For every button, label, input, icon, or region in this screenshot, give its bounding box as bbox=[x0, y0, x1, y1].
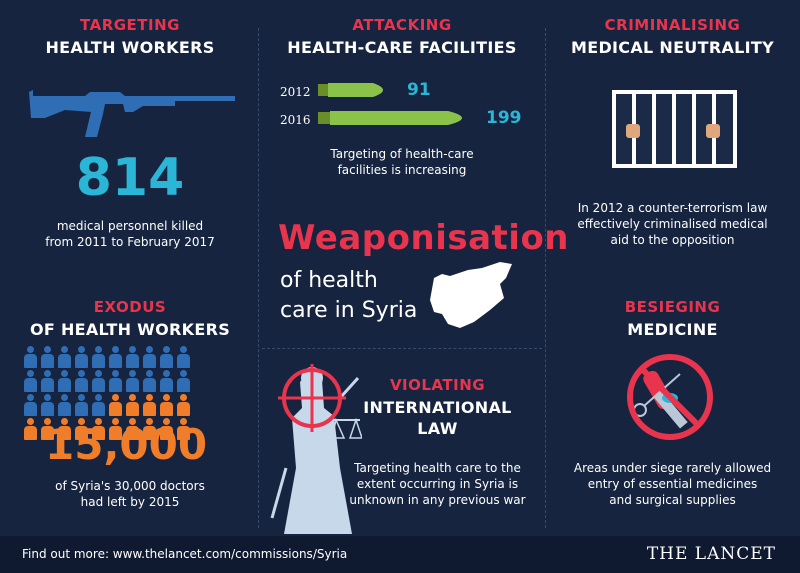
doctor-figure-icon bbox=[92, 370, 105, 392]
besieging-desc-line2: entry of essential medicines bbox=[587, 477, 758, 491]
prison-bars-icon bbox=[612, 90, 737, 168]
doctor-figure-icon bbox=[24, 418, 37, 440]
doctor-figure-icon bbox=[143, 346, 156, 368]
doctors-row bbox=[22, 394, 242, 418]
doctor-figure-icon bbox=[58, 394, 71, 416]
criminalising-heading: CRIMINALISING bbox=[604, 16, 741, 34]
besieging-subheading: MEDICINE bbox=[627, 320, 718, 339]
attacking-desc bbox=[262, 146, 542, 178]
center-subtitle-line1: of health bbox=[280, 268, 378, 293]
besieging-desc-line1: Areas under siege rarely allowed bbox=[573, 461, 772, 475]
bullet-2012-icon bbox=[318, 80, 398, 100]
value-2016: 199 bbox=[486, 108, 522, 128]
divider-right bbox=[545, 28, 546, 528]
doctor-figure-icon bbox=[41, 346, 54, 368]
doctor-figure-icon bbox=[160, 394, 173, 416]
besieging-panel bbox=[555, 298, 790, 339]
lancet-logo: THE LANCET bbox=[646, 544, 776, 564]
violating-desc-line3: unknown in any previous war bbox=[349, 493, 526, 507]
targeting-panel bbox=[15, 16, 245, 57]
center-title: Weaponisation bbox=[278, 218, 570, 258]
violating-desc bbox=[340, 460, 535, 508]
violating-heading: VIOLATING bbox=[389, 376, 486, 394]
center-subtitle bbox=[280, 266, 417, 326]
exodus-desc-line1: of Syria's 30,000 doctors bbox=[55, 479, 205, 493]
divider-center bbox=[262, 348, 542, 349]
violating-subheading: INTERNATIONAL bbox=[363, 398, 512, 417]
violating-subheading-law: LAW bbox=[417, 419, 458, 438]
year-2012-label: 2012 bbox=[280, 85, 311, 99]
divider-left bbox=[258, 28, 259, 528]
violating-panel bbox=[355, 376, 520, 438]
besieging-heading: BESIEGING bbox=[624, 298, 721, 316]
criminalising-desc-line3: aid to the opposition bbox=[610, 233, 735, 247]
doctor-figure-icon bbox=[75, 346, 88, 368]
doctor-figure-icon bbox=[126, 370, 139, 392]
doctor-figure-icon bbox=[24, 370, 37, 392]
doctor-figure-icon bbox=[24, 346, 37, 368]
doctors-row bbox=[22, 346, 242, 370]
footer-link[interactable]: Find out more: www.thelancet.com/commissions/Syria bbox=[22, 547, 348, 561]
criminalising-desc-line2: effectively criminalised medical bbox=[577, 217, 768, 231]
doctor-figure-icon bbox=[109, 370, 122, 392]
criminalising-subheading: MEDICAL NEUTRALITY bbox=[571, 38, 774, 57]
criminalising-panel bbox=[555, 16, 790, 57]
doctor-figure-icon bbox=[177, 394, 190, 416]
violating-desc-line2: extent occurring in Syria is bbox=[356, 477, 519, 491]
doctor-figure-icon bbox=[160, 346, 173, 368]
exodus-panel bbox=[15, 298, 245, 339]
targeting-subheading: HEALTH WORKERS bbox=[45, 38, 215, 57]
no-medicine-icon bbox=[620, 350, 720, 445]
attacking-desc-line1: Targeting of health-care bbox=[330, 147, 474, 161]
doctor-figure-icon bbox=[58, 370, 71, 392]
doctor-figure-icon bbox=[58, 346, 71, 368]
doctor-figure-icon bbox=[177, 346, 190, 368]
rifle-icon bbox=[25, 82, 240, 142]
doctor-figure-icon bbox=[109, 394, 122, 416]
attacking-heading: ATTACKING bbox=[352, 16, 452, 34]
doctor-figure-icon bbox=[143, 370, 156, 392]
exodus-desc bbox=[15, 478, 245, 510]
exodus-desc-line2: had left by 2015 bbox=[80, 495, 180, 509]
criminalising-desc-line1: In 2012 a counter-terrorism law bbox=[577, 201, 768, 215]
doctor-figure-icon bbox=[92, 394, 105, 416]
doctor-figure-icon bbox=[160, 370, 173, 392]
targeting-desc bbox=[15, 218, 245, 250]
besieging-desc-line3: and surgical supplies bbox=[609, 493, 736, 507]
syria-map-icon bbox=[420, 258, 515, 333]
center-subtitle-line2: care in Syria bbox=[280, 298, 418, 323]
attacking-panel bbox=[262, 16, 542, 57]
doctor-figure-icon bbox=[143, 394, 156, 416]
exodus-heading: EXODUS bbox=[93, 298, 167, 316]
attacking-desc-line2: facilities is increasing bbox=[337, 163, 467, 177]
bullet-2016-icon bbox=[318, 108, 478, 128]
footer-bar bbox=[0, 536, 800, 573]
doctor-figure-icon bbox=[126, 394, 139, 416]
year-2016-label: 2016 bbox=[280, 113, 311, 127]
doctor-figure-icon bbox=[41, 370, 54, 392]
doctor-figure-icon bbox=[109, 346, 122, 368]
targeting-desc-line2: from 2011 to February 2017 bbox=[45, 235, 215, 249]
doctor-figure-icon bbox=[24, 394, 37, 416]
doctor-figure-icon bbox=[126, 346, 139, 368]
besieging-desc bbox=[555, 460, 790, 508]
targeting-number: 814 bbox=[75, 148, 185, 208]
criminalising-desc bbox=[555, 200, 790, 248]
targeting-heading: TARGETING bbox=[80, 16, 180, 34]
violating-desc-line1: Targeting health care to the bbox=[354, 461, 521, 475]
attacking-subheading: HEALTH-CARE FACILITIES bbox=[287, 38, 517, 57]
exodus-subheading: OF HEALTH WORKERS bbox=[29, 320, 231, 339]
targeting-desc-line1: medical personnel killed bbox=[56, 219, 204, 233]
doctors-row bbox=[22, 370, 242, 394]
value-2012: 91 bbox=[407, 80, 431, 100]
doctor-figure-icon bbox=[177, 370, 190, 392]
exodus-number: 15,000 bbox=[45, 420, 208, 469]
doctor-figure-icon bbox=[75, 370, 88, 392]
doctor-figure-icon bbox=[92, 346, 105, 368]
doctor-figure-icon bbox=[41, 394, 54, 416]
doctor-figure-icon bbox=[75, 394, 88, 416]
